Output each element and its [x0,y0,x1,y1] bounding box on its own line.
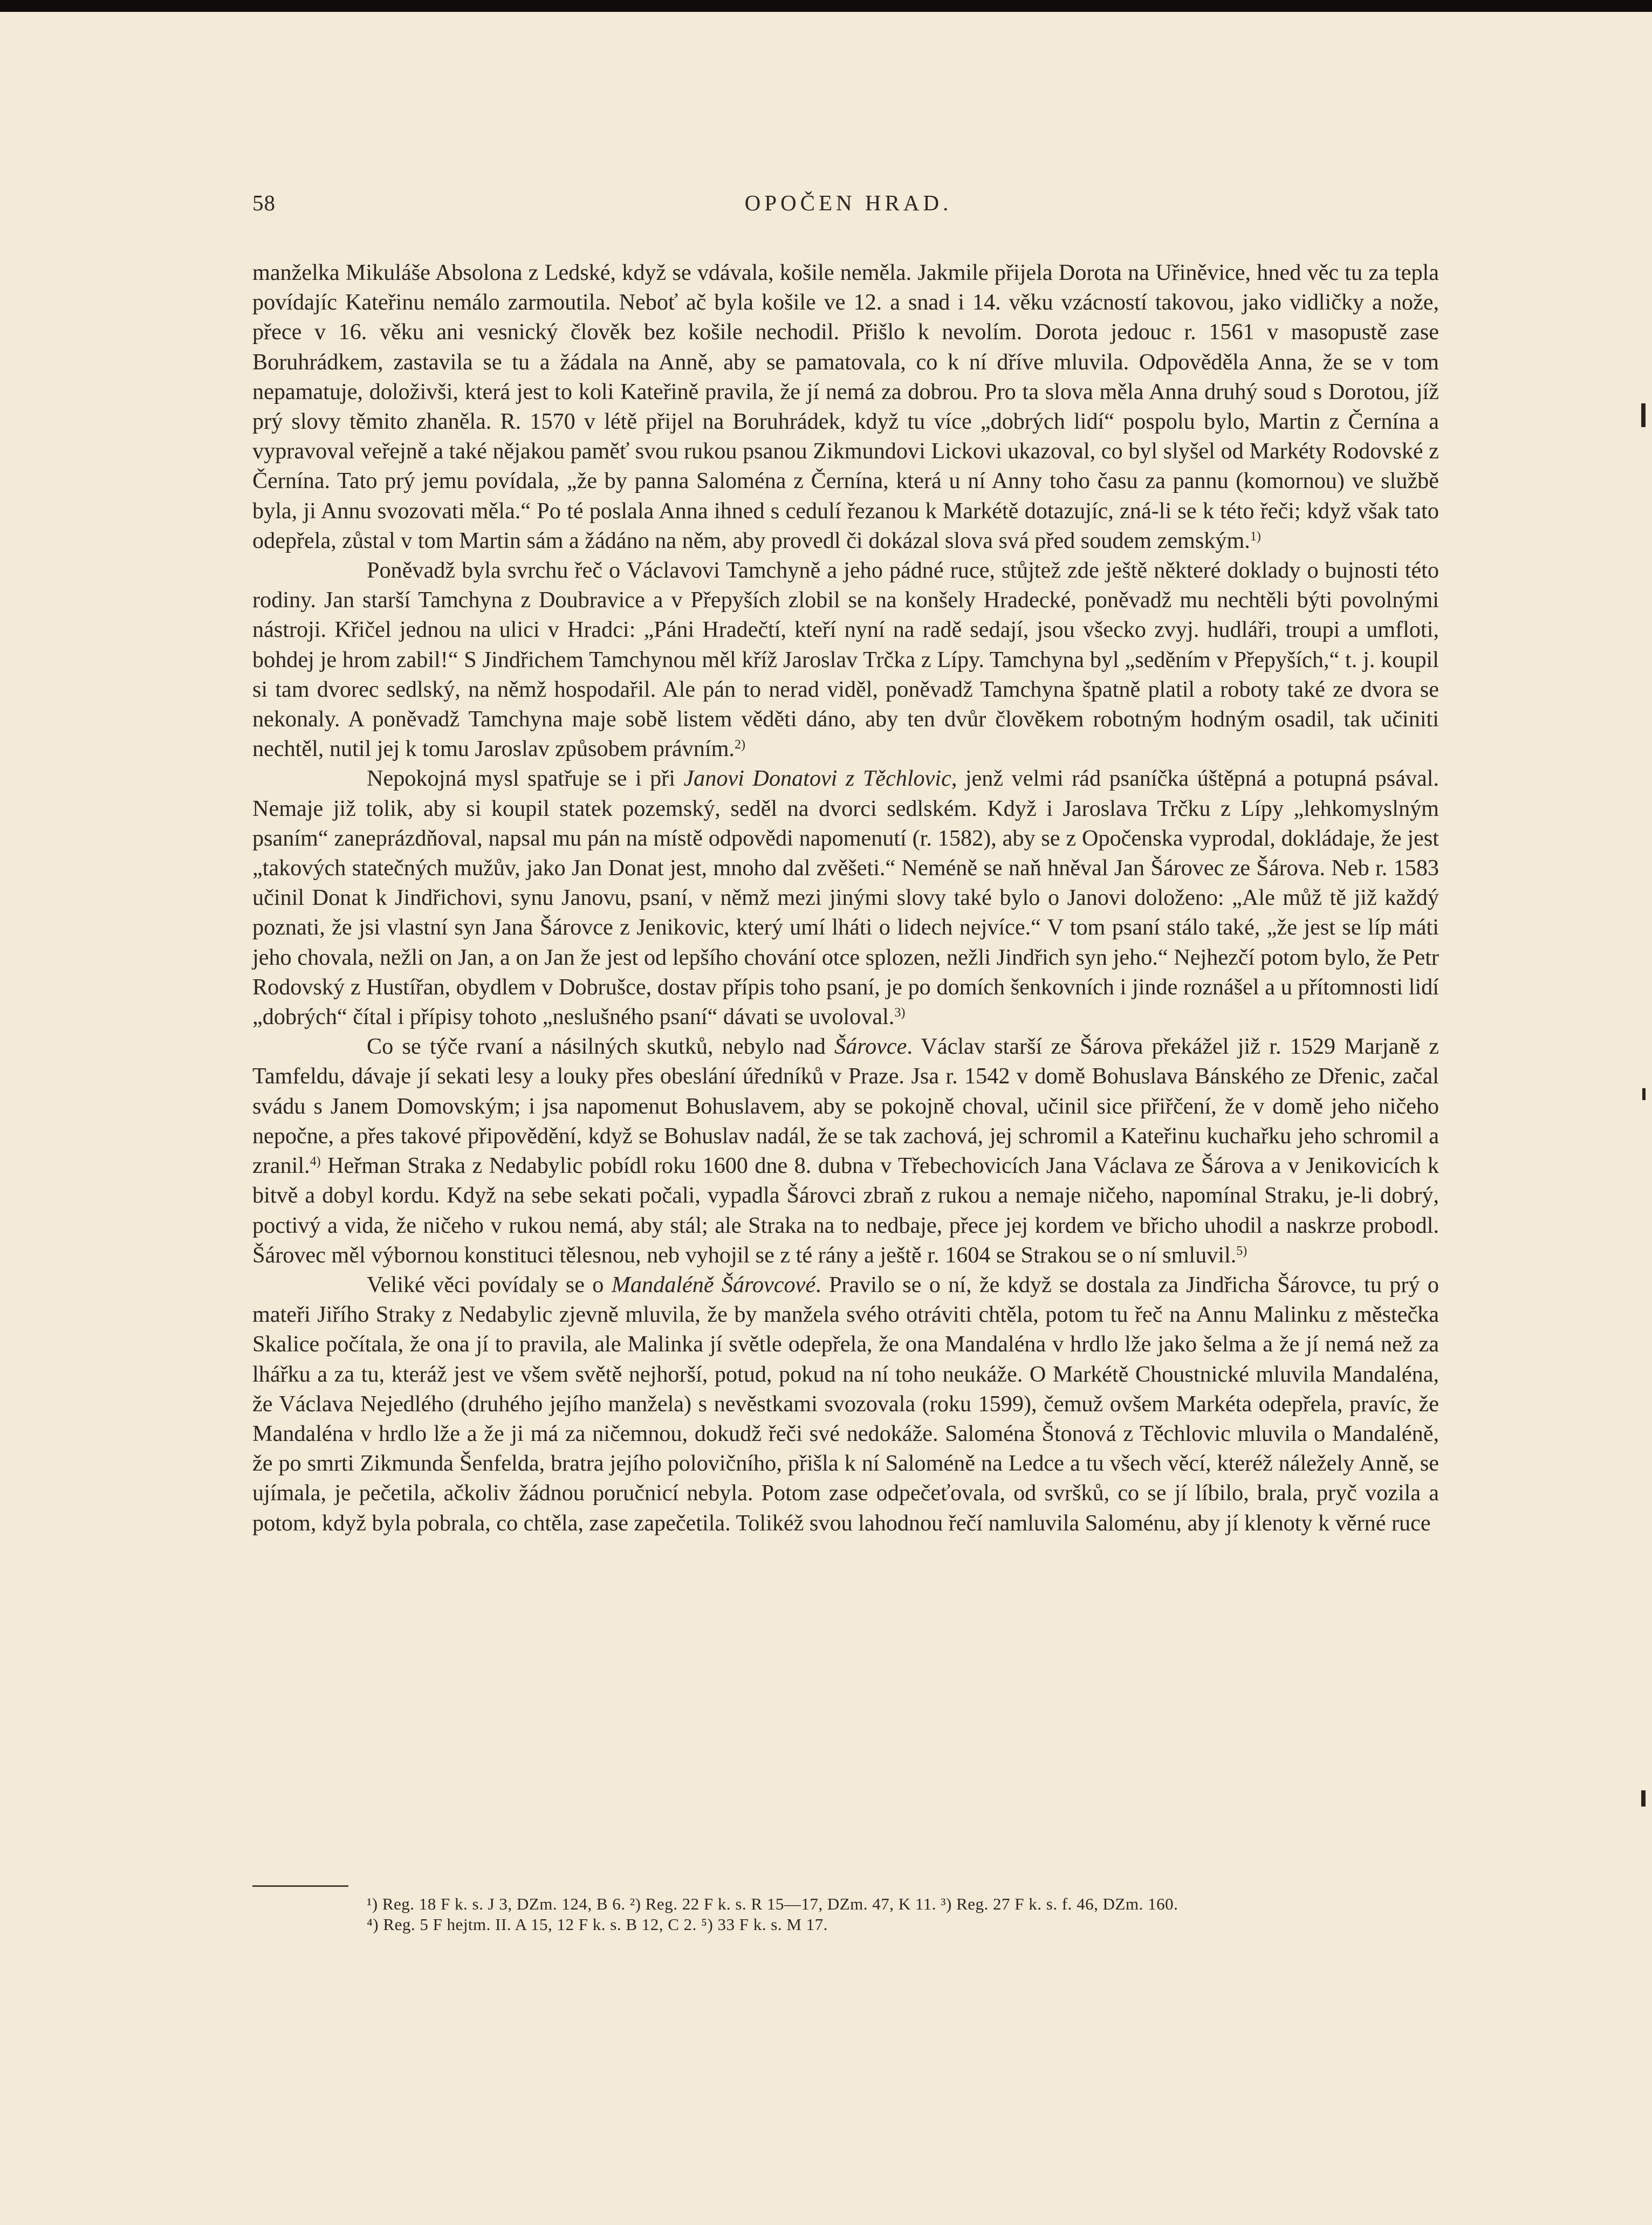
paragraph-text: . Pravilo se o ní, že když se dostala za Jindřicha Šárovce, tu prý o mateři Jiřího Straky z Nedabylic zjevně mluvila, že by manžela svého otráviti chtěla, potom tu řeč na Annu Malinku z městečka Skalice počítala, že ona jí to pravila, ale Malinka jí světle odepřela, že ona Mandaléna v hrdlo lže jako šelma a že jí nemá než za lhářku a za tu, kteráž jest ve všem světě nejhorší, potud, pokud na ní toho neukáže. O Markétě Choustnické mluvila Mandaléna, že Václava Nejedlého (druhého jejího manžela) s nevěstkami svozovala (roku 1599), čemuž ovšem Markéta odepřela, pravíc, že Mandaléna v hrdlo lže a že ji má za ničemnou, dokudž řeči své nedokáže. Saloména Štonová z Těchlovic mluvila o Mandaléně, že po smrti Zikmunda Šenfelda, bratra jejího polovičního, přišla k ní Saloméně na Ledce a tu všech věcí, kteréž náležely Anně, se ujímala, je pečetila, ačkoliv žádnou poručnicí nebyla. Potom zase odpečeťovala, od svršků, co se jí líbilo, brala, pryč vozila a potom, když byla pobrala, co chtěla, zase zapečetila. Tolikéž svou lahodnou řečí namluvila Saloménu, aby jí klenoty k věrné ruce [252,1272,1439,1536]
italic-name: Janovi Donatovi z Těchlovic [683,766,951,792]
footnote-ref: 3) [894,1006,906,1020]
margin-mark [1641,1790,1646,1807]
footnote-ref: 1) [1250,529,1261,544]
paragraph [252,258,1439,555]
footnotes [367,1894,1445,1935]
body-text [252,258,1439,1538]
italic-name: Mandaléně Šárovcové [611,1272,816,1297]
paragraph-text: Veliké věci povídaly se o [367,1272,612,1297]
footnote-line: ¹) Reg. 18 F k. s. J 3, DZm. 124, B 6. ²) Reg. 22 F k. s. R 15—17, DZm. 47, K 11. ³) Reg. 27 F k. s. f. 46, DZm. 160. [367,1894,1178,1913]
margin-mark [1641,403,1646,427]
footnote-ref: 5) [1236,1244,1247,1258]
paragraph [252,1270,1439,1538]
footnote-ref: 2) [734,738,745,752]
paragraph [252,1032,1439,1270]
paragraph-text: Heřman Straka z Nedabylic pobídl roku 1600 dne 8. dubna v Třebechovicích Jana Václava ze Šárova a v Jenikovicích k bitvě a dobyl kordu. Když na sebe sekati počali, vypadla Šárovci zbraň z rukou a nemaje ničeho, napomínal Straku, je-li dobrý, poctivý a vida, že ničeho v rukou nemá, aby stál; ale Straka na to nedbaje, přece jej kordem ve břicho uhodil a naskrze probodl. Šárovec měl výbornou konstituci tělesnou, neb vyhojil se z té rány a ještě r. 1604 se Strakou se o ní smluvil. [252,1153,1439,1268]
footnote-rule [252,1885,348,1887]
margin-mark [1642,1088,1646,1100]
running-title: OPOČEN HRAD. [744,190,952,215]
paragraph [252,764,1439,1032]
paragraph-text: . Václav starší ze Šárova překážel již r. 1529 Marjaně z Tamfeldu, dávaje jí sekati lesy a louky přes obeslání úředníků v Praze. Jsa r. 1542 v domě Bohuslava Bánského ze Dřenic, začal svádu s Janem Domovským; i jsa napomenut Bohuslavem, aby se pokojně choval, učinil sice přiřčení, že v domě jeho ničeho nepočne, a přes takové připovědění, když se Bohuslav nadál, že se tak zachová, jej schromil a Kateřinu kuchařku jeho schromil a zranil. [252,1034,1439,1179]
page-number: 58 [252,190,276,215]
paragraph [252,555,1439,764]
paragraph-text: Co se týče rvaní a násilných skutků, nebylo nad [367,1034,835,1060]
italic-name: Šárovce [834,1034,907,1060]
paragraph-text: manželka Mikuláše Absolona z Ledské, když se vdávala, košile neměla. Jakmile přijela Dorota na Uřiněvice, hned věc tu za tepla povídajíc Kateřinu nemálo zarmoutila. Neboť ač byla košile ve 12. a snad i 14. věku vzácností takovou, jako vidličky a nože, přece v 16. věku ani vesnický člověk bez košile nechodil. Přišlo k nevolím. Dorota jedouc r. 1561 v masopustě zase Boruhrádkem, zastavila se tu a žádala na Anně, aby se pamatovala, co k ní dříve mluvila. Odpověděla Anna, že se v tom nepamatuje, doloživši, která jest to koli Kateřině pravila, že jí nemá za dobrou. Pro ta slova měla Anna druhý soud s Dorotou, jíž prý slovy těmito zhaněla. R. 1570 v létě přijel na Boruhrádek, když tu více „dobrých lidí“ pospolu bylo, Martin z Černína a vypravoval veřejně a také nějakou paměť svou rukou psanou Zikmundovi Lickovi ukazoval, co byl slyšel od Markéty Rodovské z Černína. Tato prý jemu povídala, „že by panna Saloména z Černína, která u ní Anny toho času za pannu (komornou) ve službě byla, ji Annu svozovati měla.“ Po té poslala Anna ihned s cedulí řezanou k Markétě dotazujíc, zná-li se k této řeči; když však tato odepřela, zůstal v tom Martin sám a žádáno na něm, aby provedl či dokázal slova svá před soudem zemským. [252,260,1439,553]
paragraph-text: , jenž velmi rád psaníčka úštěpná a potupná psával. Nemaje již tolik, aby si koupil statek pozemský, seděl na dvorci sedlském. Když i Jaroslava Trčku z Lípy „lehkomyslným psaním“ zaneprázdňoval, napsal mu pán na místě odpovědi napomenutí (r. 1582), aby se z Opočenska vyprodal, dokládaje, že jest „takových statečných mužův, jako Jan Donat jest, mnoho dal zvěšeti.“ Neméně se naň hněval Jan Šárovec ze Šárova. Neb r. 1583 učinil Donat k Jindřichovi, synu Janovu, psaní, v němž mezi jinými slovy také bylo o Janovi doloženo: „Ale můž tě již každý poznati, že jsi vlastní syn Jana Šárovce z Jenikovic, který umí lháti o lidech nejvíce.“ V tom psaní stálo také, „že jest se líp máti jeho chovala, nežli on Jan, a on Jan že jest od lepšího chování otce splozen, nežli Jindřich syn jeho.“ Nejhezčí potom bylo, že Petr Rodovský z Hustířan, obydlem v Dobrušce, dostav přípis toho psaní, je po domích šenkovních i jinde roznášel a u přítomnosti lidí „dobrých“ čítal i přípisy tohoto „neslušného psaní“ dávati se uvoloval. [252,766,1439,1030]
page-header [252,190,1444,222]
paragraph-text: Nepokojná mysl spatřuje se i při [367,766,684,792]
footnote-ref: 4) [310,1155,321,1169]
footnote-line: ⁴) Reg. 5 F hejtm. II. A 15, 12 F k. s. B 12, C 2. ⁵) 33 F k. s. M 17. [367,1915,828,1934]
paragraph-text: Poněvadž byla svrchu řeč o Václavovi Tamchyně a jeho pádné ruce, stůjtež zde ještě některé doklady o bujnosti této rodiny. Jan starší Tamchyna z Doubravice a v Přepyších zlobil se na konšely Hradecké, poněvadž mu nechtěli býti povolnými nástroji. Křičel jednou na ulici v Hradci: „Páni Hradečtí, kteří nyní na radě sedají, jsou všecko zvyj. hudláři, troupi a umfloti, bohdej je hrom zabil!“ S Jindřichem Tamchynou měl kříž Jaroslav Trčka z Lípy. Tamchyna byl „seděním v Přepyších,“ t. j. koupil si tam dvorec sedlský, na němž hospodařil. Ale pán to nerad viděl, poněvadž Tamchyna špatně platil a roboty také ze dvora se nekonaly. A poněvadž Tamchyna maje sobě listem věděti dáno, aby ten dvůr člověkem robotným hodným osadil, tak učiniti nechtěl, nutil jej k tomu Jaroslav způsobem právním. [252,558,1439,762]
scan-top-edge [0,0,1652,12]
